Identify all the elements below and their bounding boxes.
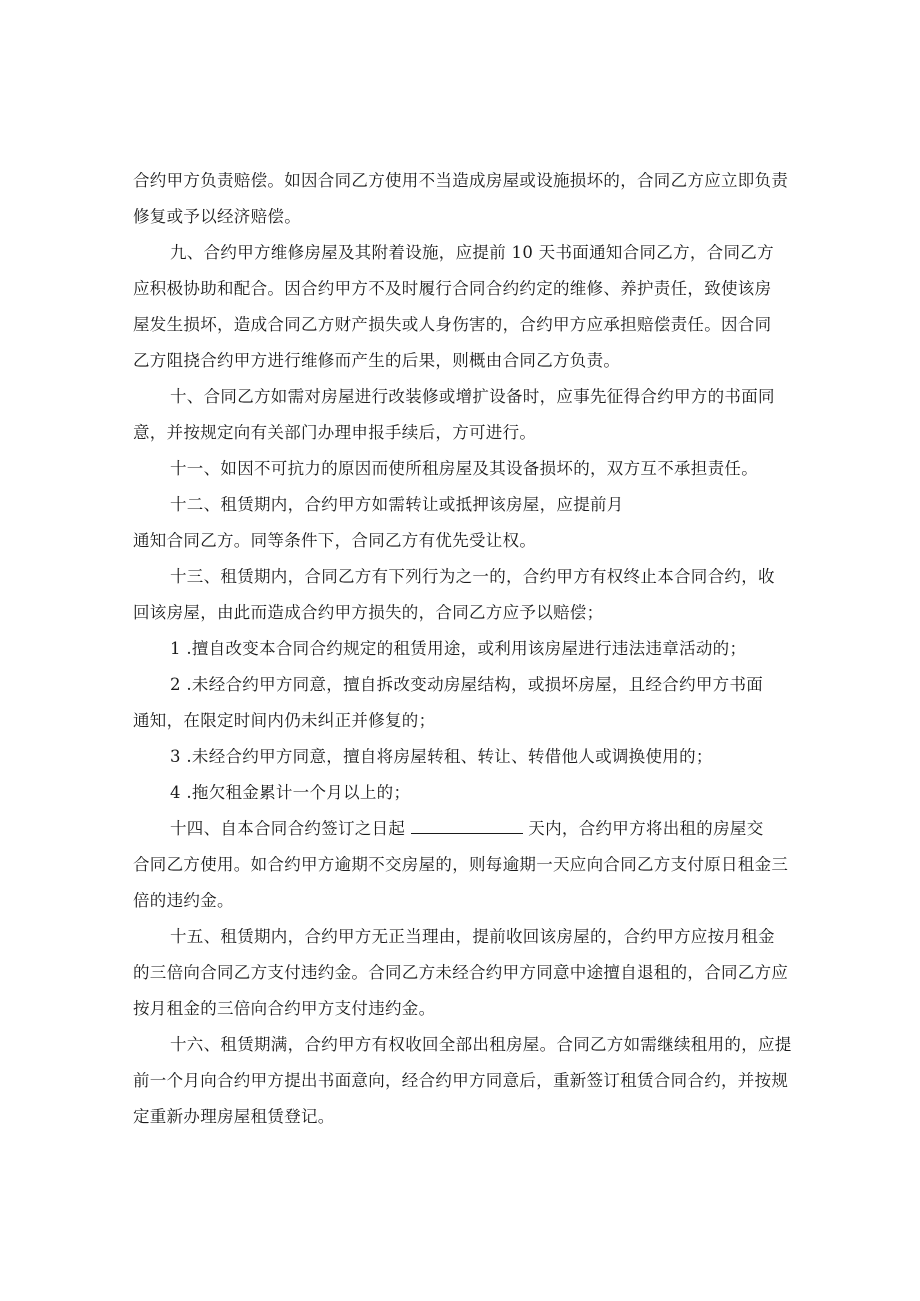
clause-15-line: 十五、租赁期内，合约甲方无正当理由，提前收回该房屋的，合约甲方应按月租金 bbox=[170, 927, 775, 946]
text-line: 应积极协助和配合。因合约甲方不及时履行合同合约约定的维修、养护责任，致使该房 bbox=[133, 279, 772, 298]
clause-13-line: 十三、租赁期内，合同乙方有下列行为之一的，合约甲方有权终止本合同合约，收 bbox=[170, 567, 775, 586]
clause-12-line: 十二、租赁期内，合约甲方如需转让或抵押该房屋，应提前月 bbox=[170, 495, 624, 514]
text-line: 合同乙方使用。如合约甲方逾期不交房屋的，则每逾期一天应向合同乙方支付原日租金三 bbox=[133, 855, 789, 874]
text-line: 前一个月向合约甲方提出书面意向，经合约甲方同意后，重新签订租赁合同合约，并按规 bbox=[133, 1071, 789, 1090]
clause-9-line: 九、合约甲方维修房屋及其附着设施，应提前 10 天书面通知合同乙方，合同乙方 bbox=[170, 243, 774, 262]
text-line: 的三倍向合同乙方支付违约金。合同乙方未经合约甲方同意中途擅自退租的，合同乙方应 bbox=[133, 963, 789, 982]
list-item-4: 4 .拖欠租金累计一个月以上的； bbox=[170, 783, 411, 802]
text-line: 通知合同乙方。同等条件下，合同乙方有优先受让权。 bbox=[133, 531, 537, 550]
clause-16-line: 十六、租赁期满，合约甲方有权收回全部出租房屋。合同乙方如需继续租用的，应提 bbox=[170, 1035, 792, 1054]
text-line: 合约甲方负责赔偿。如因合同乙方使用不当造成房屋或设施损坏的，合同乙方应立即负责 bbox=[133, 171, 789, 190]
text-line: 定重新办理房屋租赁登记。 bbox=[133, 1107, 335, 1126]
clause-14-line bbox=[170, 818, 764, 840]
text-line: 倍的违约金。 bbox=[133, 891, 234, 910]
list-item-3: 3 .未经合约甲方同意，擅自将房屋转租、转让、转借他人或调换使用的； bbox=[170, 747, 713, 766]
text-line: 乙方阻挠合约甲方进行维修而产生的后果，则概由合同乙方负责。 bbox=[133, 351, 621, 370]
text-line: 屋发生损坏，造成合同乙方财产损失或人身伤害的，合约甲方应承担赔偿责任。因合同 bbox=[133, 315, 772, 334]
text-line: 修复或予以经济赔偿。 bbox=[133, 207, 301, 226]
clause-14-before: 十四、自本合同合约签订之日起 bbox=[170, 819, 406, 838]
list-item-1: 1 .擅自改变本合同合约规定的租赁用途，或利用该房屋进行违法违章活动的； bbox=[170, 639, 747, 658]
days-blank-field[interactable] bbox=[411, 819, 523, 834]
text-line: 通知，在限定时间内仍未纠正并修复的； bbox=[133, 711, 436, 730]
text-line: 回该房屋，由此而造成合约甲方损失的，合同乙方应予以赔偿； bbox=[133, 603, 604, 622]
text-line: 按月租金的三倍向合约甲方支付违约金。 bbox=[133, 999, 436, 1018]
clause-14-after: 天内，合约甲方将出租的房屋交 bbox=[528, 819, 764, 838]
clause-10-line: 十、合同乙方如需对房屋进行改装修或增扩设备时，应事先征得合约甲方的书面同 bbox=[170, 387, 775, 406]
text-line: 意，并按规定向有关部门办理申报手续后，方可进行。 bbox=[133, 423, 537, 442]
clause-11-line: 十一、如因不可抗力的原因而使所租房屋及其设备损坏的，双方互不承担责任。 bbox=[170, 459, 758, 478]
list-item-2: 2 .未经合约甲方同意，擅自拆改变动房屋结构，或损坏房屋，且经合约甲方书面 bbox=[170, 675, 764, 694]
